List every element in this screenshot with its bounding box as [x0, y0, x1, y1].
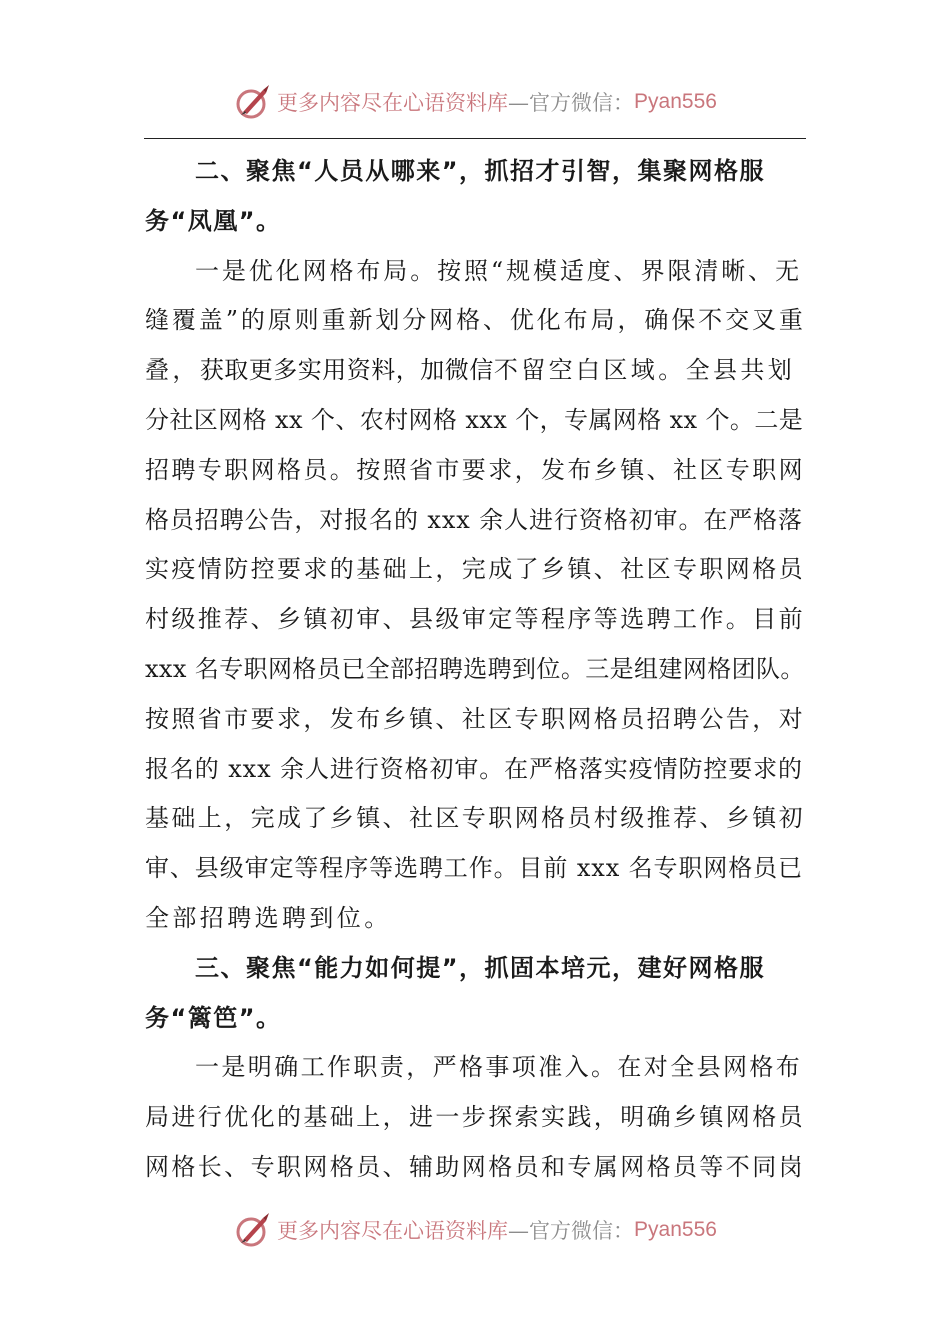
line-text: 实疫情防控要求的基础上，完成了乡镇、社区专职网格员	[145, 555, 805, 584]
paragraph-line	[145, 247, 807, 297]
quill-pen-logo-icon	[233, 82, 273, 122]
paragraph-line	[145, 396, 807, 446]
line-text: 报名的 xxx 余人进行资格初审。在严格落实疫情防控要求的	[145, 754, 803, 783]
section-heading-line	[145, 994, 807, 1044]
section-heading-line	[145, 147, 807, 197]
line-text: 一是优化网格布局。按照“规模适度、界限清晰、无	[195, 256, 802, 285]
line-text: 村级推荐、乡镇初审、县级审定等程序等选聘工作。目前	[145, 605, 805, 634]
paragraph-line	[145, 794, 807, 844]
footer-watermark	[0, 1208, 950, 1252]
paragraph-line	[145, 1143, 807, 1193]
paragraph-line	[145, 745, 807, 795]
section-heading-line	[145, 197, 807, 247]
header-watermark	[0, 80, 950, 124]
paragraph-line	[145, 844, 807, 894]
line-text: 三、聚焦“能力如何提”，抓固本培元，建好网格服	[195, 953, 766, 982]
banner-wechat-id: Pyan556	[634, 90, 717, 113]
line-text: 务“篱笆”。	[145, 1003, 282, 1032]
paragraph-line	[145, 296, 807, 346]
line-text: 格员招聘公告，对报名的 xxx 余人进行资格初审。在严格落	[145, 505, 803, 534]
banner-title: 更多内容尽在心语资料库	[277, 91, 509, 115]
paragraph-line	[145, 695, 807, 745]
banner-wechat-id: Pyan556	[634, 1218, 717, 1241]
paragraph-line	[145, 446, 807, 496]
line-text: 叠，	[145, 356, 200, 385]
line-text: 网格长、专职网格员、辅助网格员和专属网格员等不同岗	[145, 1152, 805, 1181]
line-text: 审、县级审定等程序等选聘工作。目前 xxx 名专职网格员已	[145, 854, 803, 883]
line-text: 分社区网格 xx 个、农村网格 xxx 个，专属网格 xx 个。二是	[145, 405, 804, 434]
paragraph-line	[145, 595, 807, 645]
line-text: 全部招聘选聘到位。	[145, 903, 392, 932]
paragraph-line	[145, 1043, 807, 1093]
line-text: 招聘专职网格员。按照省市要求，发布乡镇、社区专职网	[145, 455, 805, 484]
line-text: 二、聚焦“人员从哪来”，抓招才引智，集聚网格服	[195, 157, 766, 185]
paragraph-line	[145, 1093, 807, 1143]
paragraph-line	[145, 545, 807, 595]
paragraph-line	[145, 346, 807, 396]
line-text: 基础上，完成了乡镇、社区专职网格员村级推荐、乡镇初	[145, 804, 805, 833]
paragraph-line	[145, 645, 807, 695]
inline-ad-text: 获取更多实用资料，加微信	[199, 356, 494, 385]
line-text: 一是明确工作职责，严格事项准入。在对全县网格布	[195, 1053, 803, 1082]
line-text: 按照省市要求，发布乡镇、社区专职网格员招聘公告，对	[145, 704, 805, 733]
section-heading-line	[145, 944, 807, 994]
line-text: 缝覆盖”的原则重新划分网格、优化布局，确保不交叉重	[145, 306, 806, 335]
paragraph-line	[145, 894, 807, 944]
banner-subtitle: —官方微信：	[508, 1219, 635, 1243]
line-text: xxx 名专职网格员已全部招聘选聘到位。三是组建网格团队。	[145, 654, 805, 683]
banner-subtitle: —官方微信：	[508, 91, 635, 115]
line-text: 局进行优化的基础上，进一步探索实践，明确乡镇网格员	[145, 1103, 805, 1132]
header-rule	[144, 138, 806, 139]
document-body	[145, 147, 807, 1193]
paragraph-line	[145, 496, 807, 546]
quill-pen-logo-icon	[233, 1210, 273, 1250]
line-text-continued: 不留空白区域。全县共划	[493, 356, 796, 385]
line-text: 务“凤凰”。	[145, 206, 282, 235]
banner-title: 更多内容尽在心语资料库	[277, 1219, 509, 1243]
